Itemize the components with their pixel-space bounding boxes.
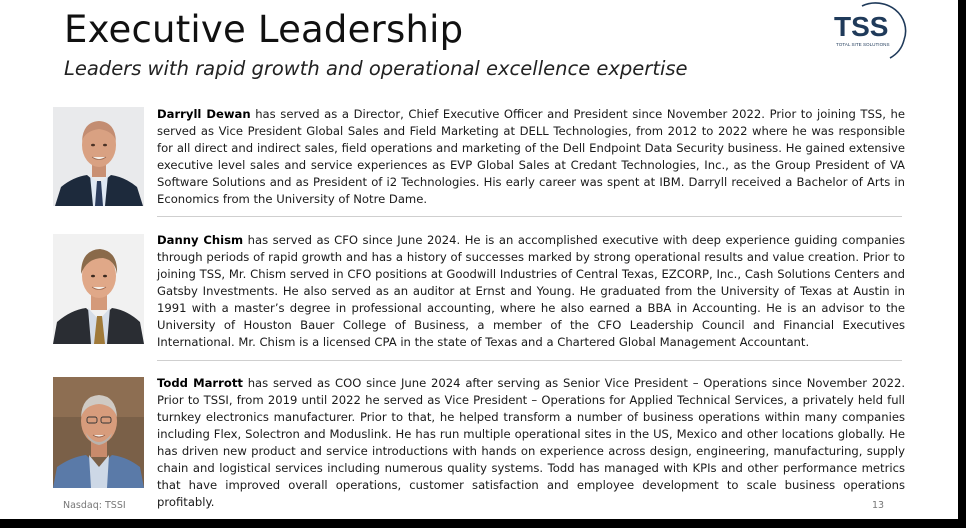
todd-marrott-bio <box>157 375 905 511</box>
logo-tagline: TOTAL SITE SOLUTIONS <box>836 42 890 47</box>
darryll-dewan-name: Darryll Dewan <box>157 107 251 121</box>
divider-1 <box>157 216 902 217</box>
page-number: 13 <box>872 500 885 511</box>
todd-marrott-bio-text: has served as COO since June 2024 after serving as Senior Vice President – Operations since November 2022. Prior to TSSI, from 2019 until 2022 he served as Vice President – Operations for Applied Technical Services, a privately held full turnkey electronics manufacturer. Prior to that, he helped transform a number of business operations within many companies including Flex, Solectron and Moduslink. He has run multiple operational sites in the US, Mexico and other locations globally. He has driven new product and service introductions with hands on experience across design, engineering, manufacturing, supply chain and logistical services including numerous quality systems. Todd has managed with KPIs and other performance metrics that have improved overall operations, customer satisfaction and employee development to scale business operations profitably. <box>157 376 906 509</box>
danny-chism-bio-text: has served as CFO since June 2024. He is an accomplished executive with deep experience guiding companies through periods of rapid growth and has a history of successes marked by strong operational results and value creation. Prior to joining TSS, Mr. Chism served in CFO positions at Goodwill Industries of Central Texas, EZCORP, Inc., Cash Solutions Centers and Gatsby Investments. He also served as an auditor at Ernst and Young. He graduated from the University of Texas at Austin in 1991 with a master’s degree in professional accounting, where he also earned a BBA in Accounting. He is an advisor to the University of Houston Bauer College of Business, a member of the CFO Leadership Council and Financial Executives International. Mr. Chism is a licensed CPA in the state of Texas and a Chartered Global Management Accountant. <box>157 233 905 349</box>
danny-chism-bio <box>157 232 905 351</box>
darryll-dewan-photo <box>53 107 144 206</box>
darryll-dewan-bio-text: has served as a Director, Chief Executive Officer and President since November 2022. Prior to joining TSS, he served as Vice President Global Sales and Field Marketing at DELL Technologies, from 2012 to 2022 where he was responsible for all direct and indirect sales, field operations and marketing of the Dell Endpoint Data Security business. He gained extensive executive level sales and service experiences as EVP Global Sales at Credant Technologies, Inc., as the Group President of VA Software Solutions and as President of i2 Technologies. His early career was spent at IBM. Darryll received a Bachelor of Arts in Economics from the University of Notre Dame. <box>157 107 905 206</box>
page-subtitle: Leaders with rapid growth and operational excellence expertise <box>64 57 688 80</box>
page-title: Executive Leadership <box>64 8 464 51</box>
tss-logo <box>832 2 908 62</box>
logo-text: TSS <box>834 11 889 42</box>
divider-2 <box>157 360 902 361</box>
danny-chism-photo <box>53 234 144 344</box>
todd-marrott-photo <box>53 377 144 488</box>
darryll-dewan-bio <box>157 106 905 208</box>
footer-ticker: Nasdaq: TSSI <box>63 500 126 511</box>
danny-chism-name: Danny Chism <box>157 233 244 247</box>
todd-marrott-name: Todd Marrott <box>157 376 243 390</box>
